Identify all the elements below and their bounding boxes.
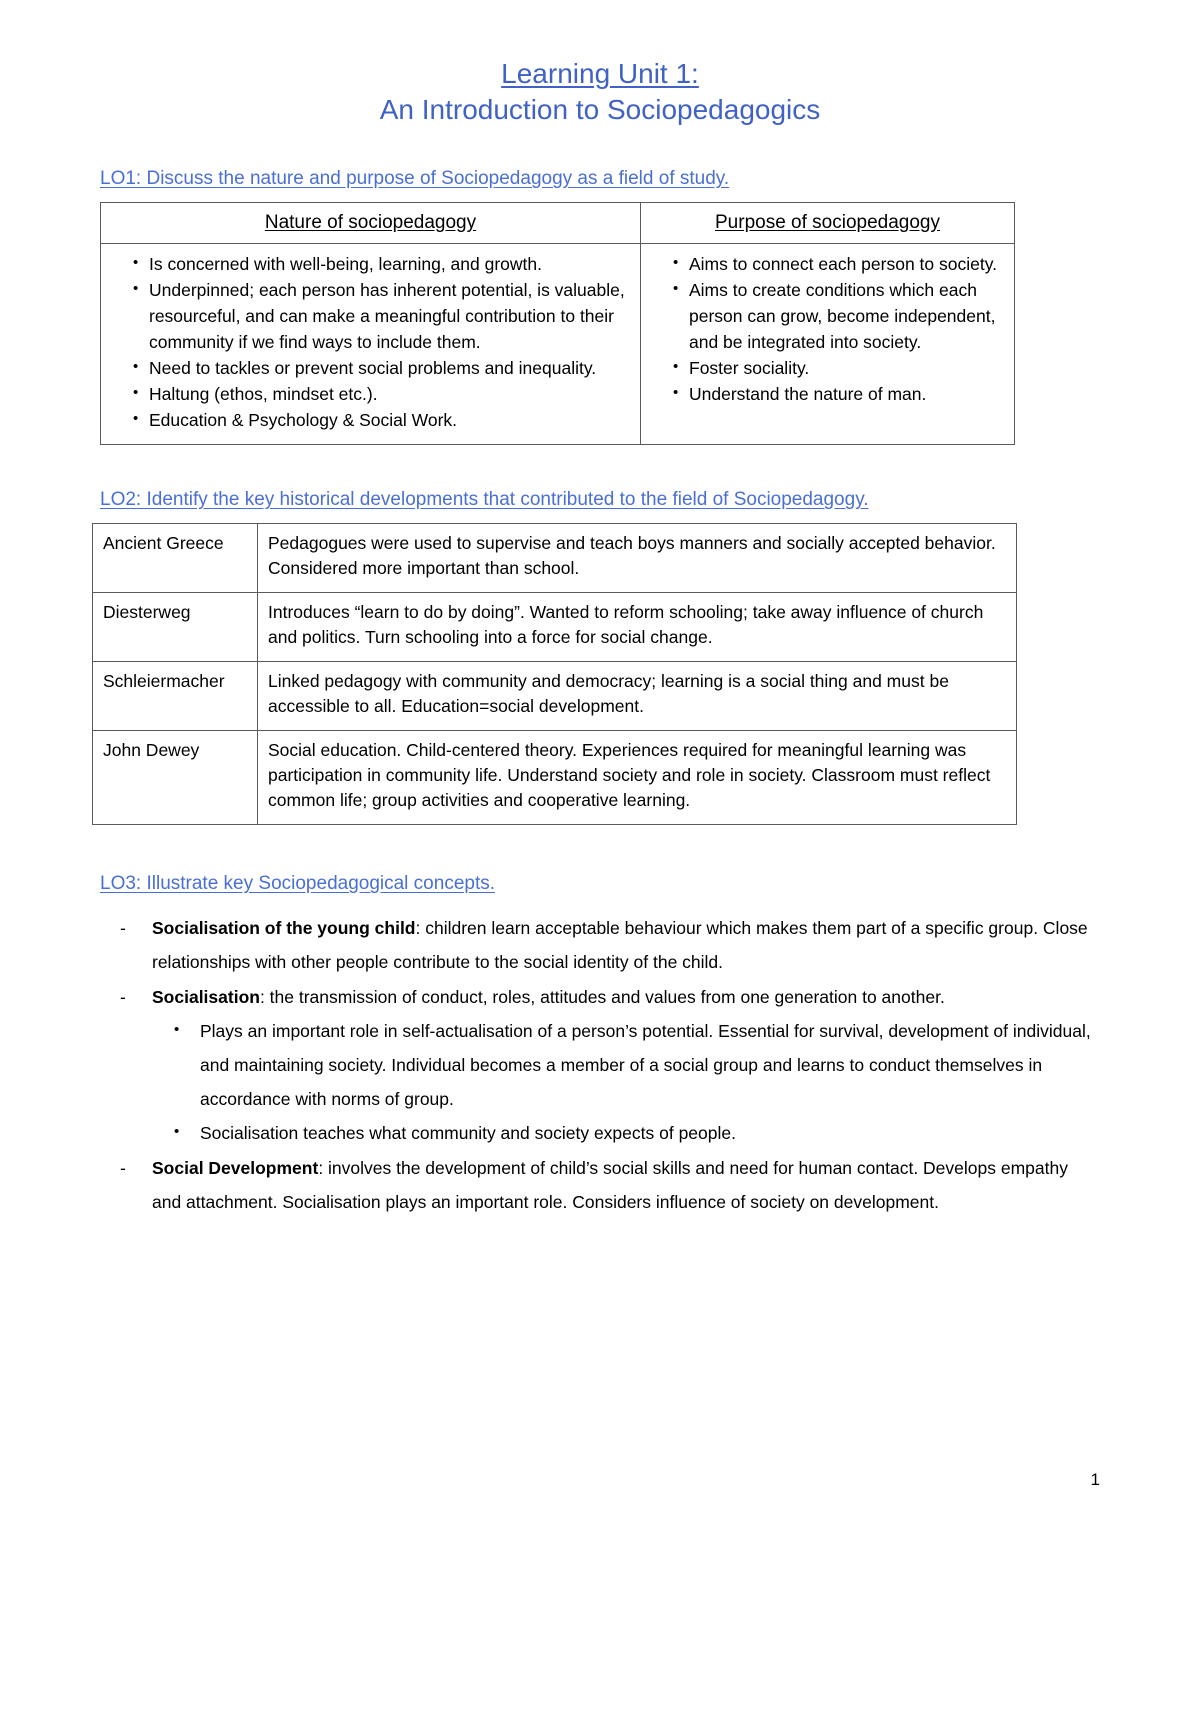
- table-row: [93, 731, 1017, 825]
- list-item: • Plays an important role in self-actualisation of a person’s potential. Essential for survival, development of individual, and maintaining society. Individual becomes a member of a social group and learns to conduct themselves in accordance with norms of group.: [152, 1014, 1100, 1116]
- lo3-term: Social Development: [152, 1158, 319, 1178]
- list-item: [100, 1151, 1100, 1219]
- lo1-heading: LO1: Discuss the nature and purpose of Sociopedagogy as a field of study.: [100, 168, 730, 189]
- page-title: [100, 56, 1100, 128]
- lo2-row-name: John Dewey: [93, 731, 258, 825]
- list-item: • Aims to create conditions which each person can grow, become independent, and be integrated into society.: [673, 277, 1004, 355]
- page-bottom-margin: [0, 1570, 1200, 1733]
- lo3-heading: LO3: Illustrate key Sociopedagogical concepts.: [100, 873, 496, 894]
- list-item: • Aims to connect each person to society.: [673, 251, 1004, 277]
- table-row: [101, 244, 1015, 445]
- lo3-term: Socialisation of the young child: [152, 918, 416, 938]
- table-row: [93, 593, 1017, 662]
- lo2-table: [92, 523, 1017, 825]
- table-row: [93, 662, 1017, 731]
- lo1-section: [100, 166, 1100, 445]
- list-item: • Need to tackles or prevent social problems and inequality.: [133, 355, 630, 381]
- lo3-list: [100, 911, 1100, 1219]
- list-item: [100, 911, 1100, 979]
- lo1-nature-list: [111, 251, 630, 433]
- lo3-section: [100, 871, 1100, 1219]
- list-item: • Understand the nature of man.: [673, 381, 1004, 407]
- lo1-purpose-list: [651, 251, 1004, 407]
- title-line-1: Learning Unit 1:: [501, 58, 699, 89]
- table-row: [93, 524, 1017, 593]
- lo3-term: Socialisation: [152, 987, 260, 1007]
- lo3-body: : children learn acceptable behaviour which makes them part of a specific group. Close relationships with other people contribute to the social identity of the child.: [152, 918, 1088, 972]
- lo2-row-name: Diesterweg: [93, 593, 258, 662]
- lo3-body: : the transmission of conduct, roles, attitudes and values from one generation to another.: [259, 987, 945, 1007]
- list-item: • Education & Psychology & Social Work.: [133, 407, 630, 433]
- lo2-row-text: Introduces “learn to do by doing”. Wanted to reform schooling; take away influence of church and politics. Turn schooling into a force for social change.: [258, 593, 1017, 662]
- lo2-row-text: Pedagogues were used to supervise and teach boys manners and socially accepted behavior. Considered more important than school.: [258, 524, 1017, 593]
- lo2-heading: LO2: Identify the key historical developments that contributed to the field of Sociopedagogy.: [100, 489, 869, 510]
- lo2-row-name: Ancient Greece: [93, 524, 258, 593]
- lo3-body: : involves the development of child’s social skills and need for human contact. Develops empathy and attachment. Socialisation plays an important role. Considers influence of society on development.: [152, 1158, 1068, 1212]
- lo2-row-text: Social education. Child-centered theory. Experiences required for meaningful learning was participation in community life. Understand society and role in society. Classroom must reflect common life; group activities and cooperative learning.: [258, 731, 1017, 825]
- lo2-row-name: Schleiermacher: [93, 662, 258, 731]
- lo2-section: [100, 487, 1100, 825]
- table-header-row: [101, 203, 1015, 244]
- list-item: • Socialisation teaches what community and society expects of people.: [152, 1116, 1100, 1150]
- page-number: 1: [1090, 1470, 1100, 1489]
- lo1-table: [100, 202, 1015, 445]
- lo1-purpose-cell: [641, 244, 1015, 445]
- list-item: • Foster sociality.: [673, 355, 1004, 381]
- list-item: • Is concerned with well-being, learning, and growth.: [133, 251, 630, 277]
- title-line-2: An Introduction to Sociopedagogics: [379, 94, 821, 125]
- lo1-header-purpose: Purpose of sociopedagogy: [641, 203, 1015, 244]
- list-item: [100, 980, 1100, 1150]
- list-item: • Haltung (ethos, mindset etc.).: [133, 381, 630, 407]
- lo1-header-nature: Nature of sociopedagogy: [101, 203, 641, 244]
- lo2-row-text: Linked pedagogy with community and democracy; learning is a social thing and must be accessible to all. Education=social development.: [258, 662, 1017, 731]
- lo1-nature-cell: [101, 244, 641, 445]
- lo3-sublist: [152, 1014, 1100, 1150]
- list-item: • Underpinned; each person has inherent potential, is valuable, resourceful, and can make a meaningful contribution to their community if we find ways to include them.: [133, 277, 630, 355]
